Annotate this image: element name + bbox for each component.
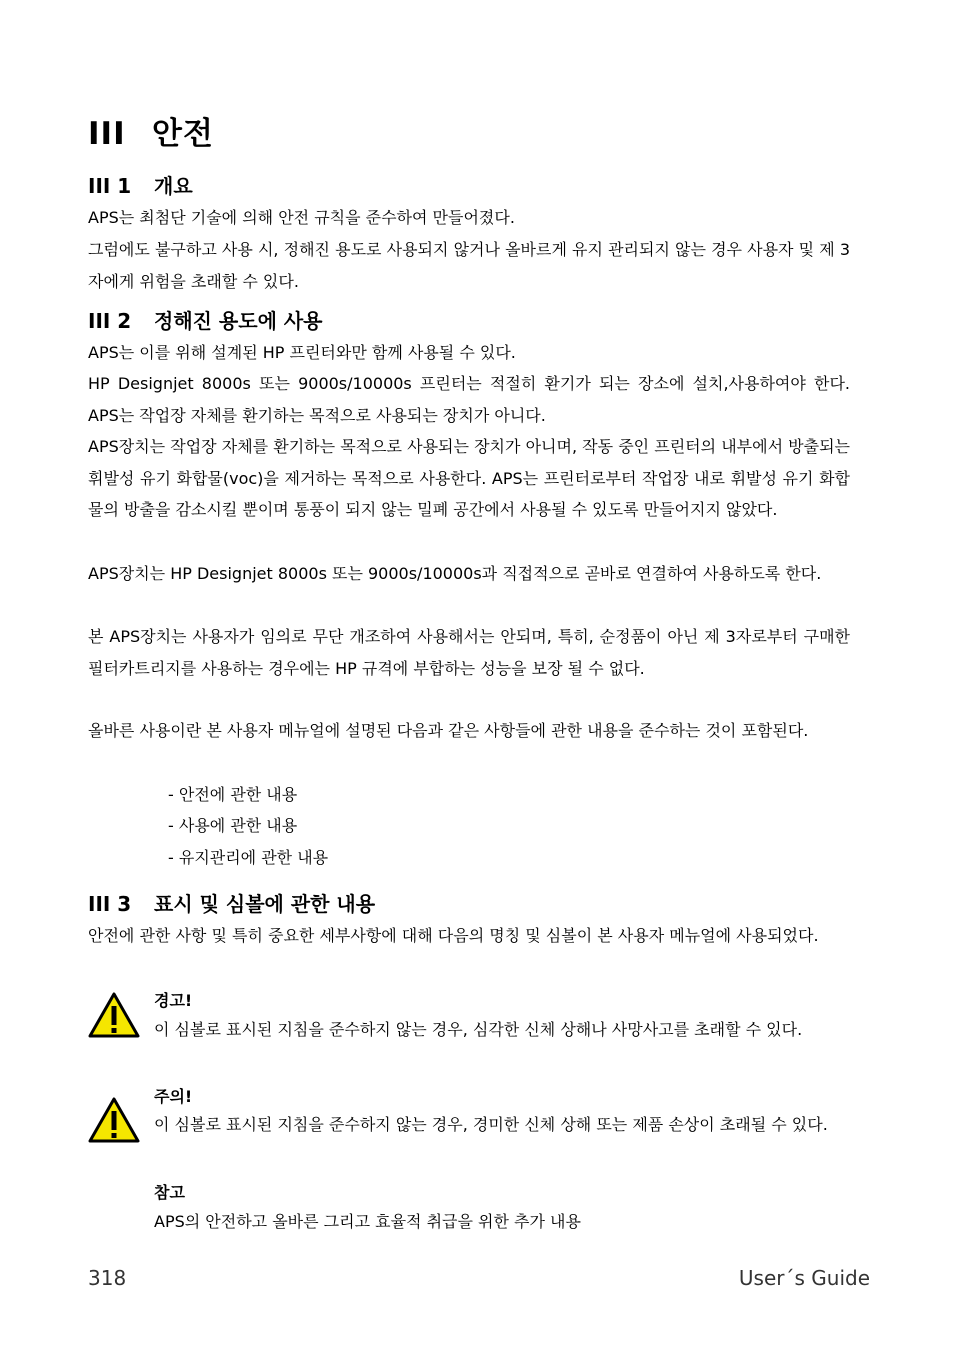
note-title: 참고 [154,1183,185,1202]
chapter-number: III [88,116,126,152]
section-1-number: III 1 [88,174,132,198]
caution-triangle-icon [88,1097,140,1143]
section-2-para-1: APS는 이를 위해 설계된 HP 프린터와만 함께 사용될 수 있다. [88,343,516,362]
list-item: - 사용에 관한 내용 [168,816,298,835]
warning-title: 경고! [154,991,193,1010]
guide-title: User´s Guide [738,1266,870,1290]
section-2-title: 정해진 용도에 사용 [154,309,323,333]
section-2-para-2: HP Designjet 8000s 또는 9000s/10000s 프린터는 적절히 환기가 되는 장소에 설치,사용하여야 한다. APS는 작업장 자체를 환기하는 목적으로 사용되는 장치가 아니다. [88,374,850,425]
section-2-number: III 2 [88,309,132,333]
section-1-para-1: APS는 최첨단 기술에 의해 안전 규칙을 준수하여 만들어졌다. [88,208,515,227]
section-2-para-3: APS장치는 작업장 자체를 환기하는 목적으로 사용되는 장치가 아니며, 작동 중인 프린터의 내부에서 방출되는 휘발성 유기 화합물(voc)을 제거하는 목적으로 사용한다. APS는 프린터로부터 작업장 내로 휘발성 유기 화합물의 방출을 감소시킬 뿐이며 통풍이 되지 않는 밀폐 공간에서 사용될 수 있도록 만들어지지 않았다. [88,437,850,519]
section-1-para-2: 그럼에도 불구하고 사용 시, 정해진 용도로 사용되지 않거나 올바르게 유지 관리되지 않는 경우 사용자 및 제 3자에게 위험을 초래할 수 있다. [88,240,850,291]
note-text: APS의 안전하고 올바른 그리고 효율적 취급을 위한 추가 내용 [154,1212,581,1231]
section-1-heading [88,170,193,199]
section-2-para-5: 본 APS장치는 사용자가 임의로 무단 개조하여 사용해서는 안되며, 특히, 순정품이 아닌 제 3자로부터 구매한 필터카트리지를 사용하는 경우에는 HP 규격에 부합하는 성능을 보장 될 수 없다. [88,627,850,678]
page-number: 318 [88,1266,127,1290]
chapter-title: 안전 [152,116,214,152]
list-item: - 안전에 관한 내용 [168,785,298,804]
section-2-para-4: APS장치는 HP Designjet 8000s 또는 9000s/10000s과 직접적으로 곧바로 연결하여 사용하도록 한다. [88,564,822,583]
section-3-title: 표시 및 심볼에 관한 내용 [154,892,376,916]
chapter-heading [88,108,214,153]
warning-triangle-icon [88,992,140,1038]
section-3-para-1: 안전에 관한 사항 및 특히 중요한 세부사항에 대해 다음의 명칭 및 심볼이 본 사용자 메뉴얼에 사용되었다. [88,926,819,945]
section-2-heading [88,305,323,334]
section-3-number: III 3 [88,892,132,916]
caution-text: 이 심볼로 표시된 지침을 준수하지 않는 경우, 경미한 신체 상해 또는 제품 손상이 초래될 수 있다. [154,1115,828,1134]
section-1-title: 개요 [154,174,193,198]
section-2-para-6: 올바른 사용이란 본 사용자 메뉴얼에 설명된 다음과 같은 사항들에 관한 내용을 준수하는 것이 포함된다. [88,721,809,740]
warning-text: 이 심볼로 표시된 지침을 준수하지 않는 경우, 심각한 신체 상해나 사망사고를 초래할 수 있다. [154,1020,803,1039]
caution-title: 주의! [154,1087,193,1106]
section-3-heading [88,888,375,917]
list-item: - 유지관리에 관한 내용 [168,848,329,867]
